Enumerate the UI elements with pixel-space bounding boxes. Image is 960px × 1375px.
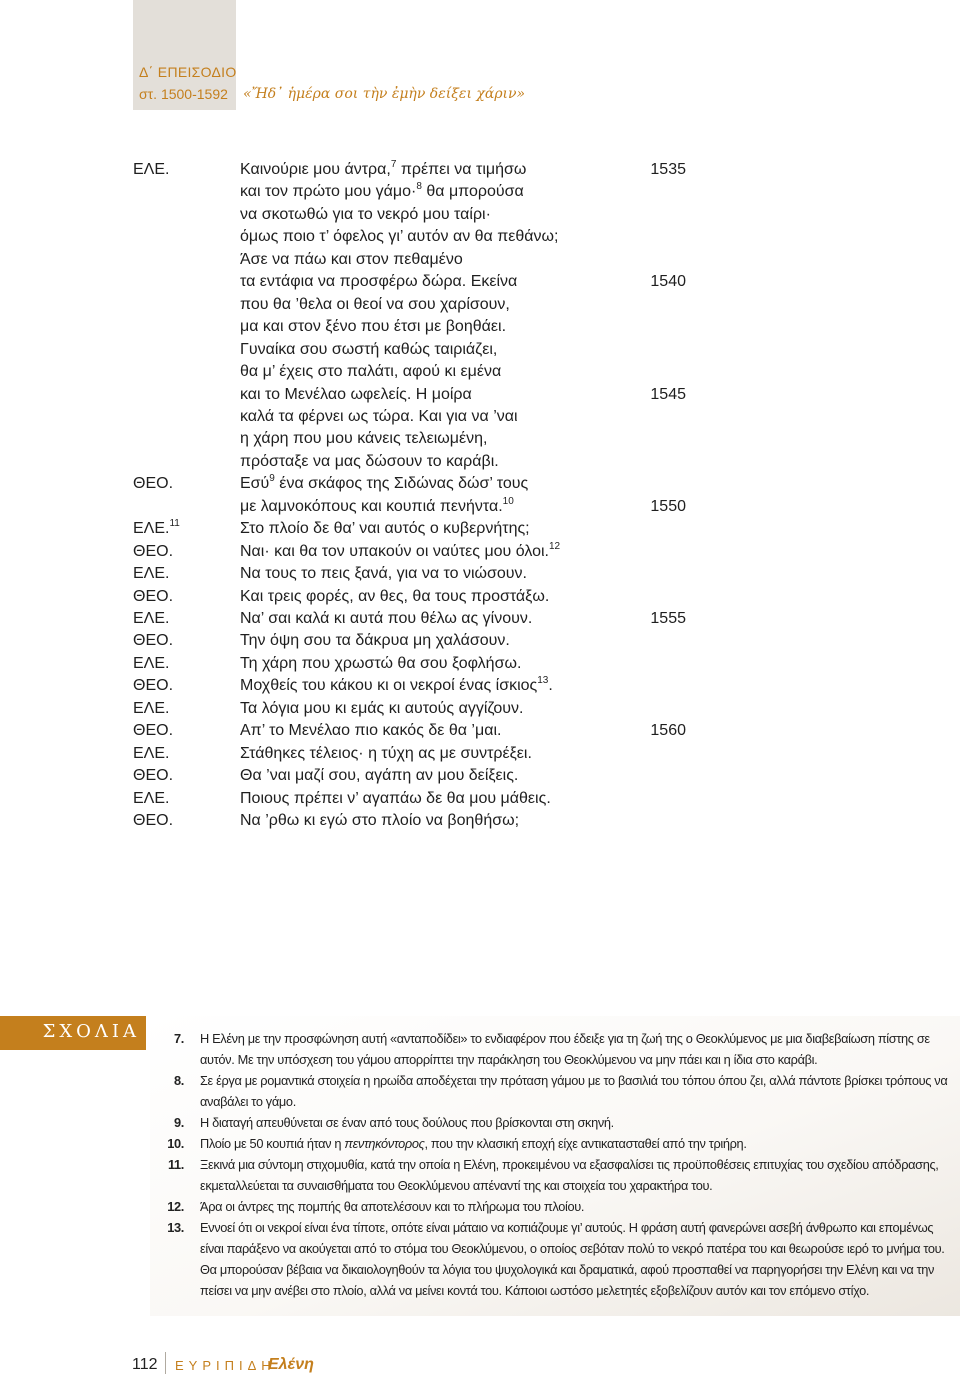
verse-text	[240, 159, 526, 181]
verse-line	[0, 451, 960, 473]
verse-text: πρέπει να τιμήσω	[396, 161, 527, 178]
note-text: , που την κλασική εποχή είχε αντικατασταθεί από την τριήρη.	[424, 1136, 747, 1151]
verse-text: και το Μενέλαο ωφελείς. Η μοίρα	[240, 385, 472, 403]
verse-text: Ποιους πρέπει ν’ αγαπάω δε θα μου μάθεις.	[240, 789, 551, 807]
verse-text	[240, 720, 501, 742]
footnote-marker: 13	[537, 675, 549, 687]
verse-text: θα μ’ έχεις στο παλάτι, αφού κι εμένα	[240, 363, 502, 381]
verse-line	[0, 271, 960, 293]
footnote-marker: 11	[169, 518, 180, 530]
scholia-notes	[160, 1028, 950, 1301]
note-text: Πλοίο με 50 κουπιά ήταν η	[200, 1136, 345, 1151]
verses-range: στ. 1500-1592	[139, 86, 228, 102]
verse-text	[240, 698, 523, 720]
verse-text	[240, 743, 532, 765]
verse-line	[0, 630, 960, 652]
verse-text: Απ’ το Μενέλαο πιο κακός δε θα ’μαι.	[240, 722, 502, 740]
verse-text: Θα ’ναι μαζί σου, αγάπη αν μου δείξεις.	[240, 767, 519, 785]
verse-text	[240, 473, 528, 495]
verse-text	[240, 496, 514, 518]
verse-text	[240, 608, 532, 630]
note-number: 10.	[167, 1136, 184, 1151]
scholia-title: ΣΧΟΛΙΑ	[42, 1021, 140, 1042]
verse-text: θα μπορούσα	[421, 183, 524, 201]
verse-text: Άσε να πάω και στον πεθαμένο	[240, 250, 463, 268]
verse-text: Στο πλοίο δε θα’ ναι αυτός ο κυβερνήτης;	[240, 520, 530, 538]
verse-text	[240, 788, 551, 810]
verse-text	[240, 406, 518, 428]
italic-term: πεντηκόντορος	[344, 1136, 425, 1151]
footnote-marker: 7	[390, 159, 397, 170]
note-text: Σε έργα με ρομαντικά στοιχεία η ηρωίδα αποδέχεται την πρόταση γάμου με το βασιλιά του τόπου όπου ζει, αλλά πάντοτε βρίσκει τρόπους να αναβάλει το γάμο.	[200, 1073, 948, 1109]
verse-line	[0, 586, 960, 608]
verse-line	[0, 473, 960, 495]
verse-text: Γυναίκα σου σωστή καθώς ταιριάζει,	[240, 340, 498, 358]
verse-line	[0, 698, 960, 720]
speaker-label: ΕΛΕ.	[133, 161, 170, 178]
verse-text	[240, 630, 510, 652]
verse-text: Εσύ	[240, 475, 270, 493]
verse-text	[240, 339, 497, 361]
speaker-label: ΘΕΟ.	[133, 587, 174, 605]
verse-line	[0, 541, 960, 563]
note-text: Ξεκινά μια σύντομη στιχομυθία, κατά την οποία η Ελένη, προκειμένου να εξασφαλίσει τις προϋποθέσεις επιτυχίας του σχεδίου απόδρασης, εκμεταλλεύεται τα συναισθήματα του Θεοκλύμενου απέναντί της και στοιχεία του χαρακτήρα του.	[200, 1157, 939, 1193]
verse-line	[0, 810, 960, 832]
verse-text	[240, 586, 549, 608]
speaker-label: ΕΛΕ.	[133, 744, 170, 762]
verse-text	[240, 563, 527, 585]
scholion-note	[160, 1196, 950, 1217]
verse-text	[240, 226, 559, 248]
speaker-label: ΘΕΟ.	[133, 542, 174, 560]
speaker-label: ΘΕΟ.	[133, 722, 174, 740]
verse-text	[240, 541, 560, 563]
scholion-note	[160, 1217, 950, 1301]
verse-line	[0, 608, 960, 630]
footnote-marker: 10	[502, 495, 514, 507]
speaker-label: ΕΛΕ.$^{11}$	[133, 518, 180, 538]
scholion-note	[160, 1028, 950, 1070]
verse-text: με λαμνοκόπους και κουπιά πενήντα.	[240, 497, 503, 515]
verse-line	[0, 765, 960, 787]
line-number: 1555	[650, 610, 686, 627]
note-number: 12.	[167, 1199, 184, 1214]
verse-text	[240, 181, 524, 203]
verse-text	[240, 653, 521, 675]
note-text: Εννοεί ότι οι νεκροί είναι ένα τίποτε, οπότε είναι μάταιο να κοπιάζουμε γι’ αυτούς. Η φράση αυτή φανερώνει ασεβή άνθρωπο και επομένως είναι παράξενο να ακούγεται από το στόμα του Θεοκλύμενου, ο οποίος σεβόταν πολύ το νεκρό πατέρα του και θεωρούσε ιερό το μνήμα του. Θα μπορούσαν βέβαια να δικαιολογηθούν τα λόγια του ψυχολογικά και δραματικά, αφού προσπαθεί να παρηγορήσει την Ελένη και να την πείσει να μην ανέβει στο πλοίο, αλλά να μείνει κοντά του. Κάποιοι ωστόσο μελετητές εξοβελίζουν αυτόν και τον επόμενο στίχο.	[200, 1220, 945, 1298]
speaker-label: ΕΛΕ.	[133, 565, 170, 583]
verse-text: ένα σκάφος της Σιδώνας δώσ’ τους	[274, 475, 529, 493]
line-number: 1550	[650, 497, 686, 515]
scholion-note	[160, 1112, 950, 1133]
speaker-label: ΕΛΕ.	[133, 654, 170, 672]
verse-line	[0, 226, 960, 248]
verse-text	[240, 428, 487, 450]
verse-text: όμως ποιο τ’ όφελος γι’ αυτόν αν θα πεθάνω;	[240, 228, 559, 246]
verse-text: και τον πρώτο μου γάμο·	[240, 183, 417, 201]
verse-text: Καινούριε μου άντρα,	[240, 161, 391, 178]
scholia-tab	[0, 1016, 146, 1050]
line-number: 1560	[650, 722, 686, 740]
verse-text: που θα ’θελα οι θεοί να σου χαρίσουν,	[240, 295, 510, 313]
verse-text: Να τους το πεις ξανά, για να το νιώσουν.	[240, 565, 527, 583]
verse-text: Και τρεις φορές, αν θες, θα τους προστάξω.	[240, 587, 550, 605]
episode-label: Δ΄ ΕΠΕΙΣΟΔΙΟ	[139, 64, 237, 80]
footnote-marker: 8	[416, 181, 422, 193]
verse-line	[0, 496, 960, 518]
note-text: Άρα οι άντρες της πομπής θα αποτελέσουν και το πλήρωμα του πλοίου.	[200, 1199, 585, 1214]
speaker-label: ΕΛΕ.	[133, 610, 170, 627]
footnote-marker: 12	[549, 540, 561, 552]
verse-text	[240, 518, 530, 540]
verse-line	[0, 675, 960, 697]
verse-line	[0, 181, 960, 203]
verse-line	[0, 361, 960, 383]
verse-line	[0, 720, 960, 742]
scholion-note	[160, 1070, 950, 1112]
verse-text: πρόσταξε να μας δώσουν το καράβι.	[240, 452, 499, 470]
speaker-label: ΘΕΟ.	[133, 632, 174, 650]
note-number: 11.	[167, 1157, 184, 1172]
verse-text: Μοχθείς του κάκου κι οι νεκροί ένας ίσκιος	[240, 677, 538, 695]
verse-line	[0, 384, 960, 406]
verse-line	[0, 743, 960, 765]
verse-text: τα εντάφια να προσφέρω δώρα. Εκείνα	[240, 273, 518, 291]
verse-line	[0, 249, 960, 271]
verse-text: η χάρη που μου κάνεις τελειωμένη,	[240, 430, 488, 448]
verse-line	[0, 294, 960, 316]
verse-text	[240, 361, 501, 383]
speaker-label: ΘΕΟ.	[133, 677, 174, 695]
verse-line	[0, 788, 960, 810]
verse-line	[0, 653, 960, 675]
verse-text	[240, 271, 517, 293]
verse-text: Την όψη σου τα δάκρυα μη χαλάσουν.	[240, 632, 510, 650]
note-number: 13.	[167, 1220, 184, 1235]
line-number: 1545	[650, 385, 686, 403]
verse-text: να σκοτωθώ για το νεκρό μου ταίρι·	[240, 205, 491, 223]
scholion-note	[160, 1154, 950, 1196]
speaker-label: ΕΛΕ.	[133, 789, 170, 807]
speaker-label: ΘΕΟ.	[133, 812, 174, 830]
note-text: Η Ελένη με την προσφώνηση αυτή «ανταποδίδει» το ενδιαφέρον που έδειξε για τη ζωή της ο Θεοκλύμενος με μια διαβεβαίωση πίστης σε αυτόν. Με την υπόσχεση του γάμου απορρίπτει την παράκληση του Θεοκλύμενου να μην πάει και η ίδια στο καράβι.	[200, 1031, 930, 1067]
note-number: 7.	[174, 1031, 184, 1046]
speaker-label: ΘΕΟ.	[133, 767, 174, 785]
verse-line	[0, 316, 960, 338]
verse-text	[240, 765, 518, 787]
verse-text: Τα λόγια μου κι εμάς κι αυτούς αγγίζουν.	[240, 699, 524, 717]
footer-play-title: Ελένη	[268, 1356, 314, 1373]
footer-divider	[165, 1352, 166, 1374]
verse-line	[0, 563, 960, 585]
note-text: Η διαταγή απευθύνεται σε έναν από τους δούλους που βρίσκονται στη σκηνή.	[200, 1115, 614, 1130]
speaker-label: ΕΛΕ.	[133, 699, 170, 717]
verse-text	[240, 294, 510, 316]
line-number: 1540	[650, 273, 686, 291]
speaker-label: ΘΕΟ.	[133, 475, 174, 493]
verse-line	[0, 339, 960, 361]
verse-text: Να’ σαι καλά κι αυτά που θέλω ας γίνουν.	[240, 610, 533, 627]
footer-author: ΕΥΡΙΠΙΔΗ	[175, 1358, 276, 1373]
page-number: 112	[132, 1356, 158, 1373]
verse-text: μα και στον ξένο που έτσι με βοηθάει.	[240, 318, 507, 336]
note-number: 9.	[174, 1115, 184, 1130]
verse-text: Τη χάρη που χρωστώ θα σου ξοφλήσω.	[240, 654, 522, 672]
episode-quote: «Ἤδ᾽ ἡμέρα σοι τὴν ἐμὴν δείξει χάριν»	[243, 86, 526, 102]
verse-text	[240, 204, 491, 226]
verse-line	[0, 518, 960, 540]
verse-text	[240, 675, 553, 697]
verse-text	[240, 316, 506, 338]
verse-line	[0, 406, 960, 428]
line-number: 1535	[650, 161, 686, 178]
verse-text	[240, 384, 472, 406]
verse-text: καλά τα φέρνει ως τώρα. Και για να ’ναι	[240, 407, 518, 425]
verse-text: Στάθηκες τέλειος· η τύχη ας με συντρέξει.	[240, 744, 532, 762]
verse-text: Να ’ρθω κι εγώ στο πλοίο να βοηθήσω;	[240, 812, 520, 830]
footnote-marker: 9	[269, 473, 275, 485]
verse-text: Ναι· και θα τον υπακούν οι ναύτες μου όλοι.	[240, 542, 549, 560]
verse-text	[240, 810, 519, 832]
verse-text	[240, 451, 499, 473]
scholion-note	[160, 1133, 950, 1154]
verse-line	[0, 159, 960, 181]
verse-text: .	[548, 677, 553, 695]
verse-line	[0, 204, 960, 226]
verse-line	[0, 428, 960, 450]
verse-text	[240, 249, 463, 271]
note-number: 8.	[174, 1073, 184, 1088]
